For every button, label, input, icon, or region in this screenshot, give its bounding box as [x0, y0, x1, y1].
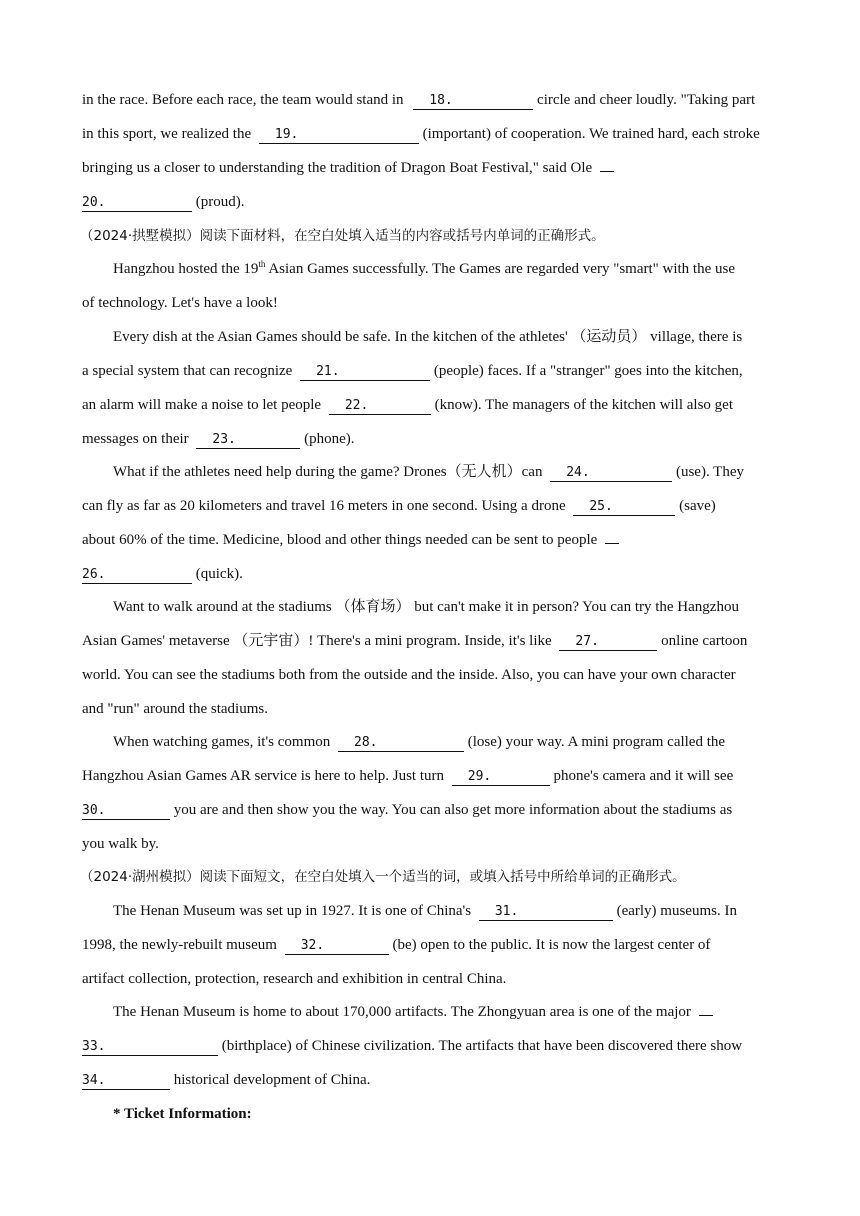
text-line [82, 496, 716, 516]
section-source-heading [80, 867, 686, 887]
text-line [82, 1036, 742, 1056]
text-line [113, 259, 735, 279]
line-text: phone's camera and it will see [549, 768, 734, 784]
blank-29[interactable] [452, 768, 550, 786]
blank-18[interactable] [413, 92, 533, 110]
line-text: about 60% of the time. Medicine, blood and other things needed can be sent to people [82, 532, 602, 548]
blank-33-start[interactable] [699, 1015, 713, 1016]
line-text: online cartoon [657, 633, 748, 649]
line-text: When watching games, it's common [113, 734, 334, 750]
line-text: (quick). [192, 566, 243, 582]
blank-30[interactable] [82, 802, 170, 820]
line-text: (early) museums. In [612, 903, 737, 919]
text-line [113, 597, 739, 617]
line-text: The Henan Museum was set up in 1927. It is one of China's [113, 903, 475, 919]
blank-27[interactable] [559, 633, 657, 651]
blank-number: 19. [274, 127, 299, 142]
blank-number: 28. [354, 735, 378, 750]
blank-33[interactable] [82, 1038, 218, 1056]
line-text: bringing us a closer to understanding the tradition of Dragon Boat Festival," said Ole [82, 160, 596, 176]
line-text: (phone). [300, 431, 355, 447]
text-line [82, 564, 243, 584]
line-text: an alarm will make a noise to let people [82, 397, 325, 413]
blank-number: 22. [344, 398, 369, 413]
line-text: messages on their [82, 431, 193, 447]
line-text: (important) of cooperation. We trained hard, each stroke [418, 126, 760, 142]
line-text: of technology. Let's have a look! [82, 295, 278, 311]
text-line [82, 631, 747, 651]
blank-number: 32. [300, 938, 325, 953]
text-line [82, 530, 619, 550]
text-line [82, 834, 159, 854]
text-line [82, 800, 732, 820]
line-text: * Ticket Information: [113, 1106, 252, 1122]
blank-26[interactable] [82, 566, 192, 584]
line-text: （2024·拱墅模拟）阅读下面材料，在空白处填入适当的内容或括号内单词的正确形式。 [80, 228, 605, 244]
text-line [82, 429, 355, 449]
line-text: What if the athletes need help during the game? Drones（无人机）can [113, 464, 547, 480]
text-line [113, 327, 742, 347]
line-text: (people) faces. If a "stranger" goes into the kitchen, [430, 363, 743, 379]
blank-number: 24. [566, 465, 590, 480]
line-text: （2024·湖州模拟）阅读下面短文，在空白处填入一个适当的词，或填入括号中所给单词的正确形式。 [80, 869, 686, 885]
line-text: The Henan Museum is home to about 170,000 artifacts. The Zhongyuan area is one of the major [113, 1004, 695, 1020]
section-source-heading [80, 226, 605, 246]
line-text: circle and cheer loudly. "Taking part [533, 92, 756, 108]
blank-number: 29. [467, 769, 492, 784]
blank-number: 23. [212, 432, 236, 447]
line-text: (know). The managers of the kitchen will also get [430, 397, 733, 413]
text-line [82, 158, 614, 178]
blank-25[interactable] [573, 498, 675, 516]
line-text: (birthplace) of Chinese civilization. The artifacts that have been discovered there show [218, 1038, 743, 1054]
blank-24[interactable] [550, 464, 672, 482]
line-text: you walk by. [82, 836, 159, 852]
line-text: (save) [675, 498, 716, 514]
line-text: (lose) your way. A mini program called the [464, 734, 726, 750]
blank-21[interactable] [300, 363, 430, 381]
text-line [82, 665, 736, 685]
line-text: Every dish at the Asian Games should be safe. In the kitchen of the athletes' （运动员） village, there is [113, 329, 743, 345]
blank-26-start[interactable] [605, 543, 619, 544]
line-text: (use). They [672, 464, 744, 480]
blank-number: 25. [589, 499, 613, 514]
line-text: in this sport, we realized the [82, 126, 255, 142]
superscript: th [258, 259, 266, 269]
line-text: in the race. Before each race, the team would stand in [82, 92, 408, 108]
line-text: Asian Games successfully. The Games are regarded very "smart" with the use [265, 261, 736, 277]
line-text: (proud). [192, 194, 245, 210]
line-text: Hangzhou hosted the 19 [113, 261, 259, 277]
text-line [82, 124, 760, 144]
text-line [82, 766, 733, 786]
blank-number: 34. [82, 1073, 106, 1088]
blank-19[interactable] [259, 126, 419, 144]
line-text: and "run" around the stadiums. [82, 701, 268, 717]
line-text: can fly as far as 20 kilometers and travel 16 meters in one second. Using a drone [82, 498, 570, 514]
blank-32[interactable] [285, 937, 389, 955]
line-text: historical development of China. [170, 1072, 371, 1088]
ticket-info-heading [113, 1104, 252, 1124]
line-text: world. You can see the stadiums both from the outside and the inside. Also, you can have your own character [82, 667, 736, 683]
text-line [82, 293, 278, 313]
text-line [82, 1070, 370, 1090]
blank-number: 26. [82, 567, 106, 582]
blank-34[interactable] [82, 1072, 170, 1090]
blank-number: 31. [494, 904, 519, 919]
text-line [82, 192, 245, 212]
blank-28[interactable] [338, 734, 464, 752]
line-text: (be) open to the public. It is now the largest center of [388, 937, 711, 953]
blank-number: 20. [82, 195, 106, 210]
line-text: Asian Games' metaverse （元宇宙）! There's a mini program. Inside, it's like [82, 633, 556, 649]
text-line [82, 935, 710, 955]
text-line [113, 901, 737, 921]
text-line [82, 361, 743, 381]
blank-20[interactable] [82, 194, 192, 212]
text-line [113, 1002, 713, 1022]
blank-23[interactable] [196, 431, 300, 449]
blank-31[interactable] [479, 903, 613, 921]
blank-number: 21. [316, 364, 340, 379]
line-text: Want to walk around at the stadiums （体育场） but can't make it in person? You can try the Hangzhou [113, 599, 739, 615]
text-line [82, 699, 268, 719]
line-text: you are and then show you the way. You can also get more information about the stadiums as [170, 802, 733, 818]
line-text: a special system that can recognize [82, 363, 297, 379]
blank-number: 30. [82, 803, 106, 818]
blank-number: 18. [429, 93, 453, 108]
text-line [113, 462, 744, 482]
text-line [82, 969, 506, 989]
line-text: 1998, the newly-rebuilt museum [82, 937, 281, 953]
text-line [82, 395, 733, 415]
line-text: artifact collection, protection, research and exhibition in central China. [82, 971, 507, 987]
blank-number: 27. [575, 634, 599, 649]
line-text: Hangzhou Asian Games AR service is here to help. Just turn [82, 768, 448, 784]
text-line [82, 90, 755, 110]
blank-20-start[interactable] [600, 171, 614, 172]
blank-number: 33. [82, 1039, 106, 1054]
text-line [113, 732, 725, 752]
blank-22[interactable] [329, 397, 431, 415]
